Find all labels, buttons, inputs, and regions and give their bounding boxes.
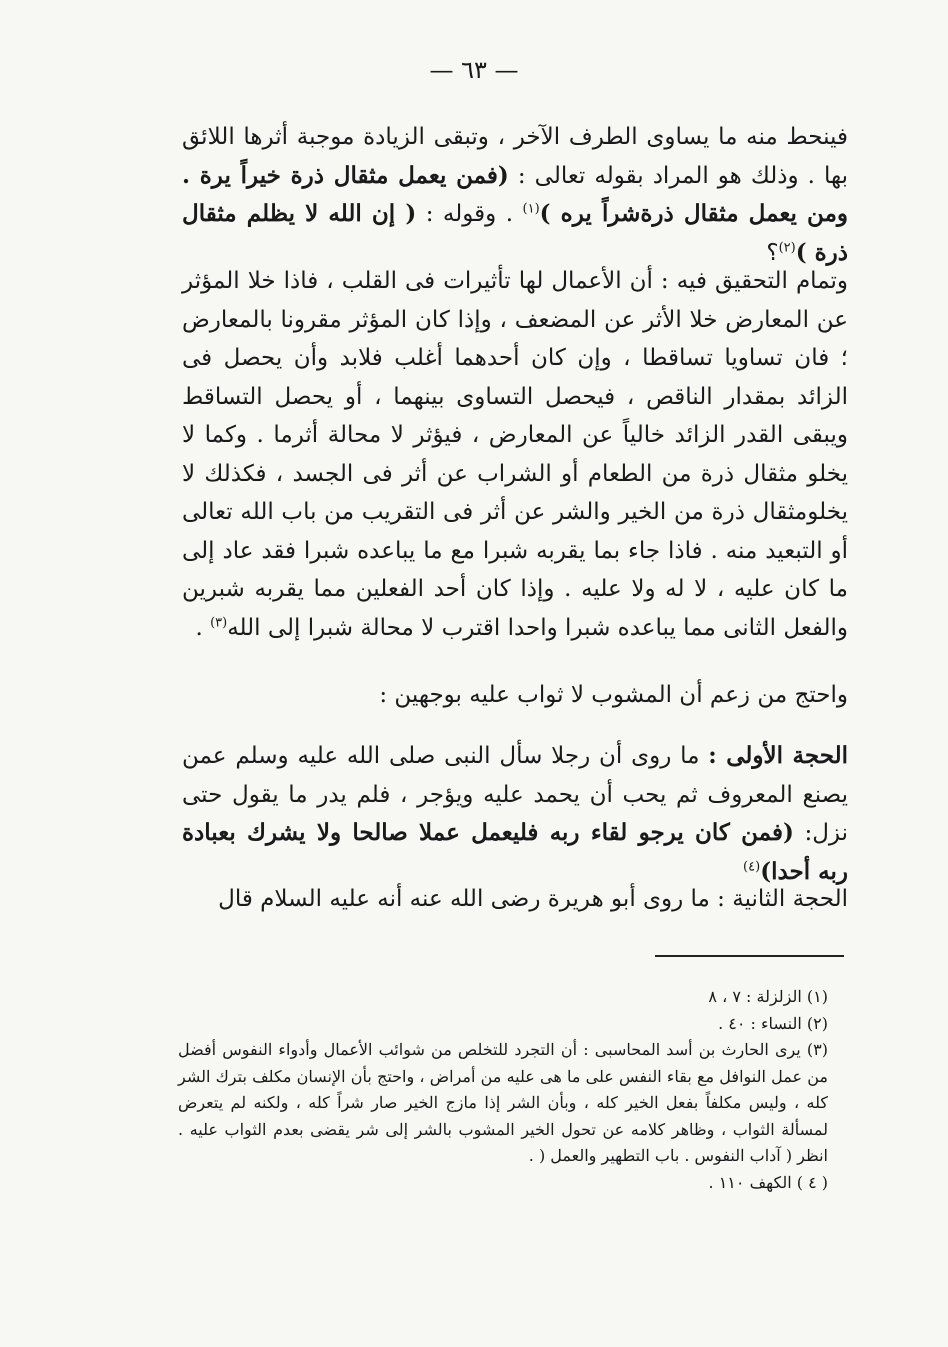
footnote-3: (٣) يرى الحارث بن أسد المحاسبى : أن التجرد للتخلص من شوائب الأعمال وأدواء النفوس أفضل من عمل النوافل مع بقاء النفس على ما هى عليه من أمراض ، واحتج بأن الإنسان مكلف بترك الشر كله ، وليس مكلفاً بفعل الخير كله ، وبأن الشر إذا مازج الخير صار شراً كله ، ولكنه لم يتعرض لمسألة الثواب ، وظاهر كلامه عن تحول الخير المشوب بالشر إلى شر يقضى بعدم الثواب عليه . انظر ( آداب النفوس . باب التطهير والعمل ( . [178,1040,829,1165]
footnote-ref-1: (١) [522,201,540,217]
footnote-1: (١) الزلزلة : ٧ ، ٨ [708,987,828,1006]
quran-quote-kahf: (فمن كان يرجو لقاء ربه فليعمل عملا صالحا ولا يشرك بعبادة ربه أحدا) [182,819,848,885]
paragraph-2 [182,262,848,647]
quran-quote-zalzalah: (فمن يعمل مثقال ذرة خيراً يرة . ومن يعمل مثقال ذرةشراً يره ) [182,161,848,227]
footnote-ref-2: (٢) [778,239,796,255]
paragraph-1 [182,118,848,272]
paragraph-1-text-b: . وقوله : [416,201,523,227]
footnote-ref-4: (٤) [743,858,761,874]
quran-quote-nisa: ( إن الله لا يظلم مثقال ذرة ) [182,200,848,266]
footnote-divider [655,955,844,957]
footnote-2: (٢) النساء : ٤٠ . [718,1013,828,1033]
paragraph-1-text-a: فينحط منه ما يساوى الطرف الآخر ، وتبقى الزيادة موجبة أثرها اللائق بها . وذلك هو المراد بقوله تعالى : [182,124,848,189]
first-argument-label: الحجة الأولى : [708,742,848,769]
footnote-4: ( ٤ ) الكهف ١١٠ . [708,1172,828,1192]
page-number: — ٦٣ — [429,56,519,84]
paragraph-4 [182,737,848,891]
footnote-ref-3: (٣) [210,614,228,630]
paragraph-3: واحتج من زعم أن المشوب لا ثواب عليه بوجهين : [379,682,848,708]
paragraph-1-end: ؟ [766,239,779,266]
paragraph-4-text: ما روى أن رجلا سأل النبى صلى الله عليه وسلم عمن يصنع المعروف ثم يحب أن يحمد عليه ويؤجر ، فلم يدر ما يقول حتى نزل: [182,743,848,846]
paragraph-2-text: وتمام التحقيق فيه : أن الأعمال لها تأثيرات فى القلب ، فاذا خلا المؤثر عن المعارض خلا الأثر عن المضعف ، وإذا كان المؤثر مقرونا بالمعارض ؛ فان تساويا تساقطا ، وإن كان أحدهما أغلب فلابد وأن يحصل فى الزائد بمقدار الناقص ، فيحصل التساوى بينهما ، أو يحصل التساقط ويبقى القدر الزائد خالياً عن المعارض ، فيؤثر لا محالة أثرما . وكما لا يخلو مثقال ذرة من الطعام أو الشراب عن أثر فى الجسد ، فكذلك لا يخلومثقال ذرة من الخير والشر عن أثر فى التقريب من باب الله تعالى أو التبعيد منه . فاذا جاء بما يقربه شبرا مع ما يباعده شبرا فقد عاد إلى ما كان عليه ، لا له ولا عليه . وإذا كان أحد الفعلين مما يقربه شبرين والفعل الثانى مما يباعده شبرا واحدا اقترب لا محالة شبرا إلى الله [182,268,848,641]
footnotes [178,984,850,1196]
paragraph-2-end: . [195,614,211,641]
paragraph-5: الحجة الثانية : ما روى أبو هريرة رضى الله عنه أنه عليه السلام قال [218,886,848,912]
